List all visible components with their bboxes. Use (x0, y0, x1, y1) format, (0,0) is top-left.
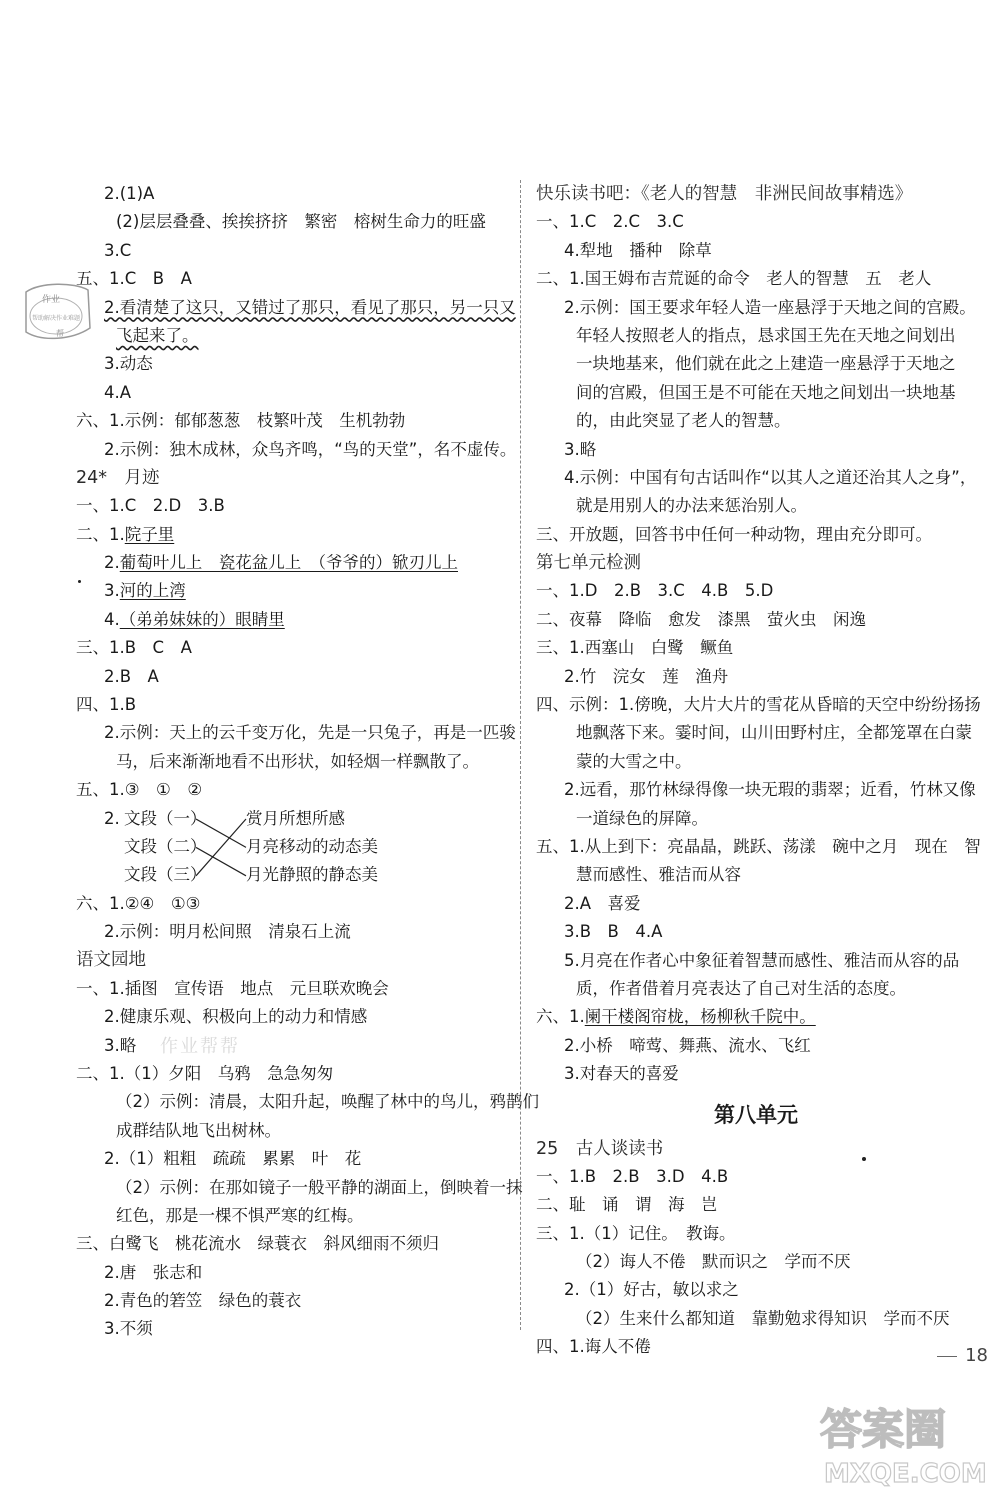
answer-line (536, 322, 976, 350)
answer-line (76, 776, 508, 804)
underlined-answer: 河的上湾 (119, 581, 186, 601)
answer-line (536, 407, 976, 435)
page-number-text: 18 (965, 1345, 988, 1366)
answer-text: 就是用别人的办法来惩治别人。 (576, 496, 807, 516)
answer-text: 慧而感性、雅洁而从容 (576, 865, 741, 885)
answer-line (76, 1088, 539, 1116)
answer-text: 一、1.B 2.B 3.D 4.B (536, 1166, 729, 1186)
answer-line (536, 237, 976, 265)
matching-exercise (76, 805, 508, 890)
answer-line (536, 1003, 976, 1031)
left-column (76, 180, 539, 1344)
answer-text: 2.看清楚了这只，又错过了那只，看见了那只，另一只又 (104, 297, 516, 317)
match-prefix: 2. (104, 808, 120, 828)
answer-text: 3.略 (104, 1035, 137, 1055)
answer-line (536, 492, 976, 520)
answer-text: 语文园地 (76, 950, 146, 971)
answer-text: （2）诲人不倦 默而识之 学而不厌 (576, 1252, 851, 1272)
answer-line (76, 691, 508, 719)
match-right-item: 赏月所想所感 (246, 808, 345, 828)
answer-line (76, 1287, 508, 1315)
match-right-items (246, 805, 378, 890)
answer-line (536, 634, 976, 662)
answer-text: 2.（1）好古，敏以求之 (564, 1280, 739, 1300)
answer-text: 2.A 喜爱 (564, 893, 641, 913)
answer-line (536, 436, 976, 464)
answer-text: 4.犁地 播种 除草 (564, 240, 712, 260)
underlined-answer: 葡萄叶儿上 瓷花盆儿上 （爷爷的）锨刃儿上 (119, 553, 458, 573)
answer-text: 红色，那是一棵不惧严寒的红梅。 (116, 1205, 364, 1225)
answer-line (536, 861, 976, 889)
answer-line (536, 350, 976, 378)
answer-line (76, 1259, 508, 1287)
answer-line (536, 1305, 976, 1333)
answer-text: 2.远看，那竹林绿得像一块无瑕的翡翠；近看，竹林又像 (564, 780, 976, 800)
answer-text: 3.动态 (104, 354, 153, 374)
underlined-answer: 阑干楼阁帘栊，杨柳秋千院中。 (584, 1007, 816, 1027)
section-heading (76, 464, 508, 492)
answer-line (536, 748, 976, 776)
answer-line (76, 719, 516, 747)
section-heading (76, 946, 508, 974)
answer-text: 3.略 (564, 439, 597, 459)
answer-text: 四、1.B (76, 695, 137, 715)
answer-text: 质，作者借着月亮表达了自己对生活的态度。 (576, 978, 906, 998)
answer-text: 25 古人谈读书 (536, 1138, 664, 1159)
answer-line (76, 918, 508, 946)
answer-text: 二、耻 诵 谓 海 岂 (536, 1195, 718, 1215)
answer-text: 一、1.插图 宣传语 地点 元旦联欢晚会 (76, 978, 389, 998)
answer-line (76, 265, 508, 293)
answer-line (76, 521, 508, 549)
answer-text: 一道绿色的屏障。 (576, 808, 708, 828)
answer-line (76, 1117, 508, 1145)
answer-line (536, 1163, 976, 1191)
answer-line (536, 776, 976, 804)
answer-text: 24* 月迹 (76, 467, 160, 488)
answer-line (536, 918, 976, 946)
answer-text: 四、示例：1.傍晚，大片大片的雪花从昏暗的天空中纷纷扬扬 (536, 695, 981, 715)
answer-text: 一、1.D 2.B 3.C 4.B 5.D (536, 581, 774, 601)
answer-line (536, 1333, 976, 1361)
answer-text: 2.竹 浣女 莲 渔舟 (564, 666, 729, 686)
match-lines (196, 805, 248, 890)
answer-line (76, 606, 508, 634)
answer-text: 五、1.从上到下：亮晶晶，跳跃、荡漾 碗中之月 现在 智 (536, 836, 981, 856)
answer-line (536, 577, 976, 605)
answer-text: （2）生来什么都知道 靠勤勉求得知识 学而不厌 (576, 1308, 950, 1328)
answer-prefix: 2. (104, 553, 120, 573)
page-number (937, 1345, 988, 1366)
answer-line (536, 208, 976, 236)
answer-line (76, 208, 508, 236)
answer-line (76, 294, 516, 322)
answer-line (536, 379, 976, 407)
answer-text: 二、1.国王姆布吉荒诞的命令 老人的智慧 五 老人 (536, 269, 932, 289)
answer-text: 二、1.（1）夕阳 乌鸦 急急匆匆 (76, 1063, 334, 1083)
answer-line (536, 1248, 976, 1276)
answer-prefix: 3. (104, 581, 120, 601)
match-right-item: 月亮移动的动态美 (246, 837, 378, 856)
answer-text: 一、1.C 2.C 3.C (536, 212, 684, 232)
answer-text: 六、1.示例：郁郁葱葱 枝繁叶茂 生机勃勃 (76, 411, 406, 431)
answer-text: 马，后来渐渐地看不出形状，如轻烟一样飘散了。 (116, 751, 479, 771)
answer-line (76, 350, 508, 378)
svg-text:帮: 帮 (56, 329, 64, 338)
answer-text: 一、1.C 2.D 3.B (76, 496, 225, 516)
answer-text: 五、1.③ ① ② (76, 780, 203, 800)
stamp-seal (20, 278, 94, 346)
answer-line (76, 407, 508, 435)
answer-text: 2.（1）粗粗 疏疏 累累 叶 花 (104, 1149, 362, 1169)
answer-line (536, 265, 976, 293)
answer-text: 三、1.B C A (76, 638, 192, 658)
answer-line (76, 180, 508, 208)
answer-text: 三、白鹭飞 桃花流水 绿蓑衣 斜风细雨不须归 (76, 1234, 439, 1254)
answer-line (76, 1003, 508, 1031)
answer-text: 2.B A (104, 666, 159, 686)
answer-text: 2.唐 张志和 (104, 1262, 203, 1282)
answer-text: 四、1.诲人不倦 (536, 1337, 651, 1357)
answer-text: 飞起来了。 (116, 325, 199, 345)
answer-text: （2）示例：清晨，太阳升起，唤醒了林中的鸟儿，鸦鹊们 (116, 1092, 539, 1112)
unit-title: 第八单元 (714, 1102, 798, 1127)
answer-text: 5.月亮在作者心中象征着智慧而感性、雅洁而从容的品 (564, 950, 960, 970)
answer-line (536, 521, 976, 549)
answer-text: 六、1.②④ ①③ (76, 893, 201, 913)
answer-line (76, 1202, 508, 1230)
answer-line (536, 1060, 976, 1088)
answer-line (536, 975, 976, 1003)
answer-text: 间的宫殿，但国王是不可能在天地之间划出一块地基 (576, 382, 956, 402)
answer-line (536, 833, 981, 861)
answer-line (76, 748, 508, 776)
match-left-item: 文段（一） (124, 808, 207, 828)
match-connector-line (196, 847, 246, 875)
answer-text: 4.A (104, 382, 132, 402)
match-right-item: 月光静照的静态美 (246, 865, 378, 885)
underlined-answer: （弟弟妹妹的）眼睛里 (119, 609, 285, 629)
print-dot (862, 1157, 866, 1161)
match-connector-line (196, 819, 246, 876)
answer-line (536, 1276, 976, 1304)
answer-line (76, 890, 508, 918)
watermark-text: 作业帮帮 (160, 1036, 240, 1057)
answer-prefix: 六、1. (536, 1007, 585, 1027)
match-left-item: 文段（二） (124, 837, 207, 856)
underlined-answer: 院子里 (124, 524, 175, 544)
svg-text:答案圈: 答案圈 (820, 1405, 947, 1454)
answer-line (76, 1032, 508, 1060)
answer-line (536, 890, 976, 918)
answer-text: 第七单元检测 (536, 553, 641, 574)
answer-line (536, 947, 976, 975)
svg-text:MXQE.COM: MXQE.COM (824, 1459, 987, 1489)
answer-text: 3.C (104, 240, 132, 260)
answer-text: 2.健康乐观、积极向上的动力和情感 (104, 1007, 368, 1027)
column-divider (520, 180, 521, 1330)
answer-text: 2.示例：明月松间照 清泉石上流 (104, 921, 351, 941)
section-heading (536, 549, 976, 577)
answer-line (536, 1220, 976, 1248)
answer-text: 的，由此突显了老人的智慧。 (576, 411, 791, 431)
answer-line (76, 549, 508, 577)
answer-text: 2.青色的箬笠 绿色的蓑衣 (104, 1291, 302, 1311)
answer-line (76, 436, 517, 464)
answer-text: 地飘落下来。霎时间，山川田野村庄，全都笼罩在白蒙 (576, 723, 972, 743)
answer-line (536, 1191, 976, 1219)
answer-text: 3.对春天的喜爱 (564, 1064, 679, 1084)
answer-text: 三、开放题，回答书中任何一种动物，理由充分即可。 (536, 524, 932, 544)
answer-text: 一块地基来，他们就在此之上建造一座悬浮于天地之 (576, 354, 956, 374)
print-dot (78, 580, 81, 583)
answer-line (76, 379, 508, 407)
answer-line (536, 663, 976, 691)
answer-text: 4.示例：中国有句古话叫作“以其人之道还治其人之身”， (564, 467, 977, 487)
answer-text: 二、夜幕 降临 愈发 漆黑 萤火虫 闲逸 (536, 609, 866, 629)
answer-line (76, 1315, 508, 1343)
answer-line (536, 606, 976, 634)
answer-line (536, 719, 976, 747)
answer-line (76, 663, 508, 691)
answer-text: 三、1.（1）记住。 教诲。 (536, 1223, 736, 1243)
svg-text:帮助解决作业难题: 帮助解决作业难题 (32, 315, 81, 322)
answer-line (76, 1230, 508, 1258)
answer-text: 三、1.西塞山 白鹭 鳜鱼 (536, 638, 734, 658)
answer-prefix: 4. (104, 609, 120, 629)
section-heading (536, 1135, 976, 1163)
answer-text: 快乐读书吧：《老人的智慧 非洲民间故事精选》 (536, 184, 913, 204)
answer-text: 2.(1)A (104, 184, 155, 203)
answer-line (76, 237, 508, 265)
answer-text: 3.不须 (104, 1319, 153, 1339)
answer-text: （2）示例：在那如镜子一般平静的湖面上，倒映着一抹 (116, 1177, 523, 1197)
answer-text: 2.示例：国王要求年轻人造一座悬浮于天地之间的宫殿。 (564, 297, 976, 317)
answer-text: 2.小桥 啼莺、舞燕、流水、飞红 (564, 1035, 811, 1055)
answer-text: 成群结队地飞出树林。 (116, 1120, 281, 1140)
answer-line (76, 1145, 508, 1173)
answer-line (76, 1060, 508, 1088)
answer-line (536, 1032, 976, 1060)
answer-text: 五、1.C B A (76, 269, 192, 289)
answer-text: 3.B B 4.A (564, 922, 663, 942)
answer-line (536, 805, 976, 833)
watermark-logo (790, 1392, 990, 1492)
answer-line (76, 634, 508, 662)
answer-line (76, 1174, 523, 1202)
answer-prefix: 二、1. (76, 524, 125, 544)
answer-line (76, 322, 508, 350)
answer-line (536, 464, 976, 492)
match-connector-line (196, 819, 246, 847)
match-left-item: 文段（三） (124, 865, 207, 885)
match-left-items (124, 805, 207, 890)
svg-text:作业: 作业 (42, 295, 61, 305)
answer-text: (2)层层叠叠、挨挨挤挤 繁密 榕树生命力的旺盛 (116, 212, 486, 232)
answer-line (76, 577, 508, 605)
answer-text: 蒙的大雪之中。 (576, 751, 692, 771)
answer-text: 2.示例：独木成林，众鸟齐鸣，“鸟的天堂”，名不虚传。 (104, 439, 517, 459)
answer-line (76, 975, 508, 1003)
answer-line (536, 294, 976, 322)
answer-text: 2.示例：天上的云千变万化，先是一只兔子，再是一匹骏 (104, 723, 516, 743)
answer-line (76, 492, 508, 520)
answer-line (536, 691, 981, 719)
section-heading (536, 180, 976, 208)
answer-text: 年轻人按照老人的指点，恳求国王先在天地之间划出 (576, 325, 956, 345)
